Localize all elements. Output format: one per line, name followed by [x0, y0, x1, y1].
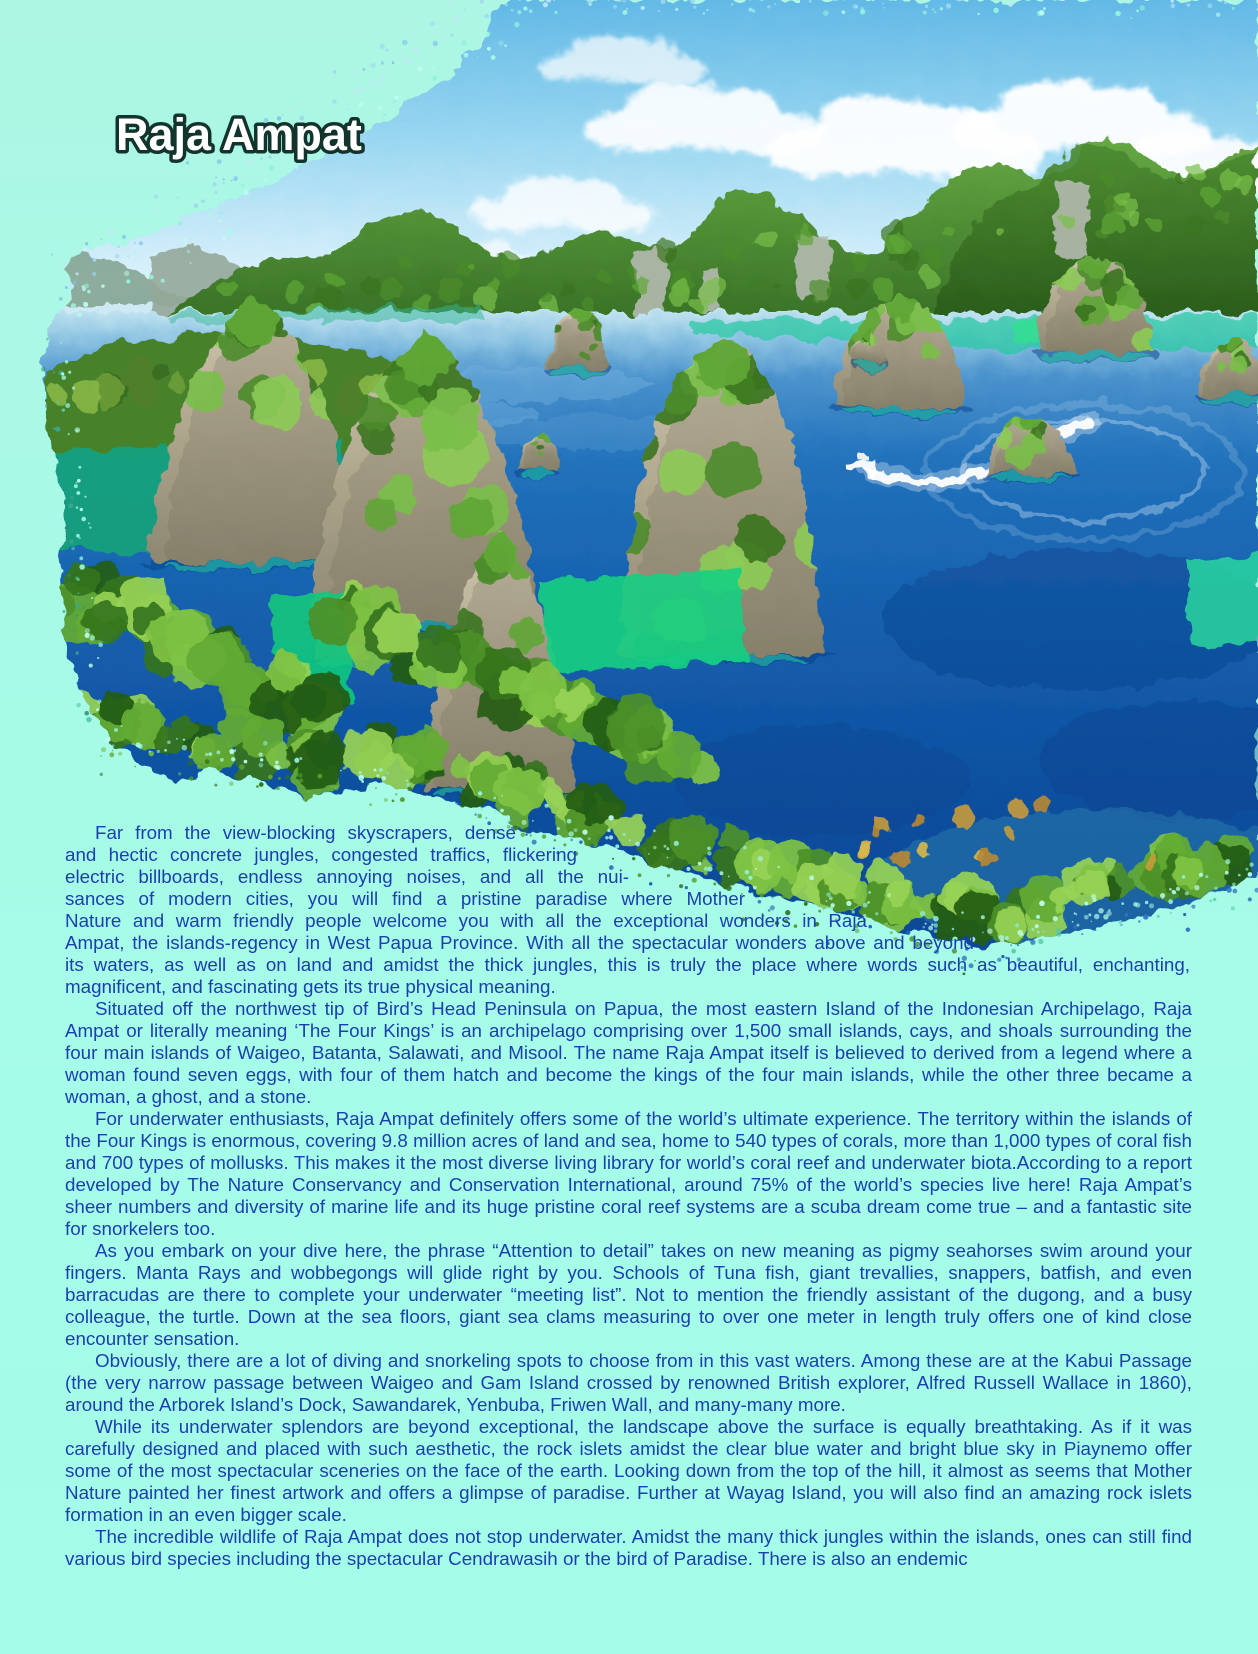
- paragraph-line: Far from the view-blocking skyscrapers, dense: [95, 822, 516, 843]
- paragraph-line: and hectic concrete jungles, congested traffics, flickering: [65, 844, 577, 865]
- paragraph-line: Ampat, the islands-regency in West Papua Province. With all the spectacular wonders above and beyond: [65, 932, 974, 953]
- paragraph-line: magnificent, and fascinating gets its true physical meaning.: [65, 976, 556, 997]
- article-paragraph: The incredible wildlife of Raja Ampat does not stop underwater. Amidst the many thick jungles within the islands, ones can still find various bird species including the spectacular Cendrawasih or the bird of Paradise. There is also an endemic: [65, 1526, 1192, 1569]
- paragraph-line: its waters, as well as on land and amidst the thick jungles, this is truly the place where words such as beautiful, enchanting,: [65, 954, 1190, 975]
- article-paragraph: Situated off the northwest tip of Bird’s Head Peninsula on Papua, the most eastern Island of the Indonesian Archipelago, Raja Ampat or literally meaning ‘The Four Kings’ is an archipelago comprising over 1,500 small islands, cays, and shoals surrounding the four main islands of Waigeo, Batanta, Salawati, and Misool. The name Raja Ampat itself is believed to derived from a legend where a woman found seven eggs, with four of them hatch and become the kings of the four main islands, while the other three became a woman, a ghost, and a stone.: [65, 998, 1192, 1107]
- article-paragraph: Obviously, there are a lot of diving and snorkeling spots to choose from in this vast waters. Among these are at the Kabui Passage (the very narrow passage between Waigeo and Gam Island crossed by renowned British explorer, Alfred Russell Wallace in 1860), around the Arborek Island’s Dock, Sawandarek, Yenbuba, Friwen Wall, and many-many more.: [65, 1350, 1192, 1415]
- paragraph-line: Nature and warm friendly people welcome you with all the exceptional wonders in Raja: [65, 910, 867, 931]
- article-paragraph: While its underwater splendors are beyond exceptional, the landscape above the surface is equally breathtaking. As if it was carefully designed and placed with such aesthetic, the rock islets amidst the clear blue water and bright blue sky in Piaynemo offer some of the most spectacular sceneries on the face of the earth. Looking down from the top of the hill, it almost as seems that Mother Nature painted her finest artwork and offers a glimpse of paradise. Further at Wayag Island, you will also find an amazing rock islets formation in an even bigger scale.: [65, 1416, 1192, 1525]
- article-paragraph: For underwater enthusiasts, Raja Ampat definitely offers some of the world’s ultimate experience. The territory within the islands of the Four Kings is enormous, covering 9.8 million acres of land and sea, home to 540 types of corals, more than 1,000 types of coral fish and 700 types of mollusks. This makes it the most diverse living library for world’s coral reef and underwater biota.According to a report developed by The Nature Conservancy and Conservation International, around 75% of the world’s species live here! Raja Ampat’s sheer numbers and diversity of marine life and its huge pristine coral reef systems are a scuba dream come true – and a fantastic site for snorkelers too.: [65, 1108, 1192, 1239]
- article-body: [65, 998, 1192, 1570]
- paragraph-line: sances of modern cities, you will find a pristine paradise where Mother: [65, 888, 745, 909]
- article-paragraph: As you embark on your dive here, the phrase “Attention to detail” takes on new meaning as pigmy seahorses swim around your fingers. Manta Rays and wobbegongs will glide right by you. Schools of Tuna fish, giant trevallies, snappers, batfish, and even barracudas are there to complete your underwater “meeting list”. Not to mention the friendly assistant of the dugong, and a busy colleague, the turtle. Down at the sea floors, giant sea clams measuring to over one meter in length truly offers one of kind close encounter sensation.: [65, 1240, 1192, 1349]
- page-title: Raja Ampat: [116, 109, 362, 160]
- paragraph-line: electric billboards, endless annoying noises, and all the nui-: [65, 866, 629, 887]
